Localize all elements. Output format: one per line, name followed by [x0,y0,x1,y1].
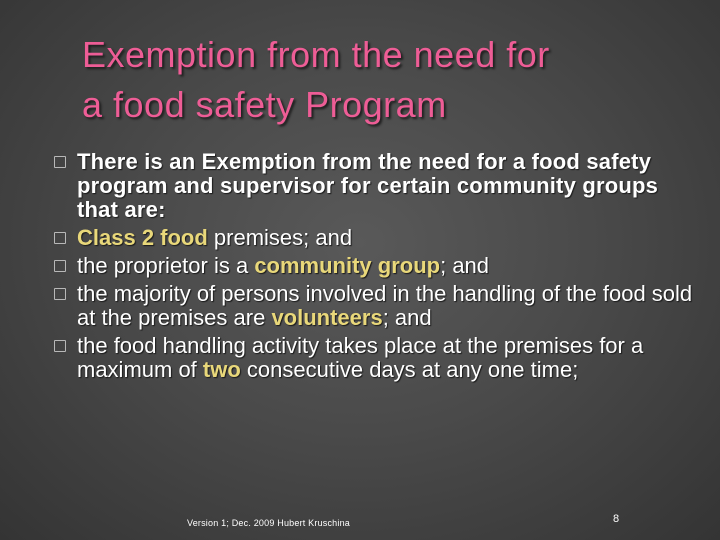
highlight-volunteers: volunteers [271,305,383,330]
bullet-text-volunteers-post: ; and [382,305,432,330]
bullet-text-proprietor-post: ; and [440,253,490,278]
bullet-text-duration-pre: the food handling activity takes place at the premises for a maximum of [77,333,644,382]
bullet-box-icon [54,156,66,168]
highlight-community-group: community group [254,253,441,278]
bullet-item-duration [32,334,702,382]
bullet-text-intro: There is an Exemption from the need for a food safety program and supervisor for certain community groups that are: [77,149,659,222]
bullet-box-icon [54,260,66,272]
bullet-list [32,150,702,386]
highlight-class2-food: Class 2 food [77,225,208,250]
bullet-box-icon [54,232,66,244]
bullet-text-class2: premises; and [207,225,353,250]
slide-title-line-1: Exemption from the need for [82,34,550,75]
bullet-item-volunteers [32,282,702,330]
bullet-box-icon [54,340,66,352]
highlight-two: two [202,357,241,382]
bullet-item-proprietor [32,254,702,278]
slide-title-line-2: a food safety Program [82,84,447,125]
bullet-text-volunteers-pre: the majority of persons involved in the handling of the food sold at the premises are [77,281,693,330]
bullet-item-intro [32,150,702,222]
page-number: 8 [613,513,620,525]
bullet-text-proprietor-pre: the proprietor is a [77,253,255,278]
slide-title [82,30,682,130]
slide-footer: Version 1; Dec. 2009 Hubert Kruschina [187,518,350,528]
bullet-box-icon [54,288,66,300]
bullet-text-duration-post: consecutive days at any one time; [240,357,579,382]
bullet-item-class2 [32,226,702,250]
